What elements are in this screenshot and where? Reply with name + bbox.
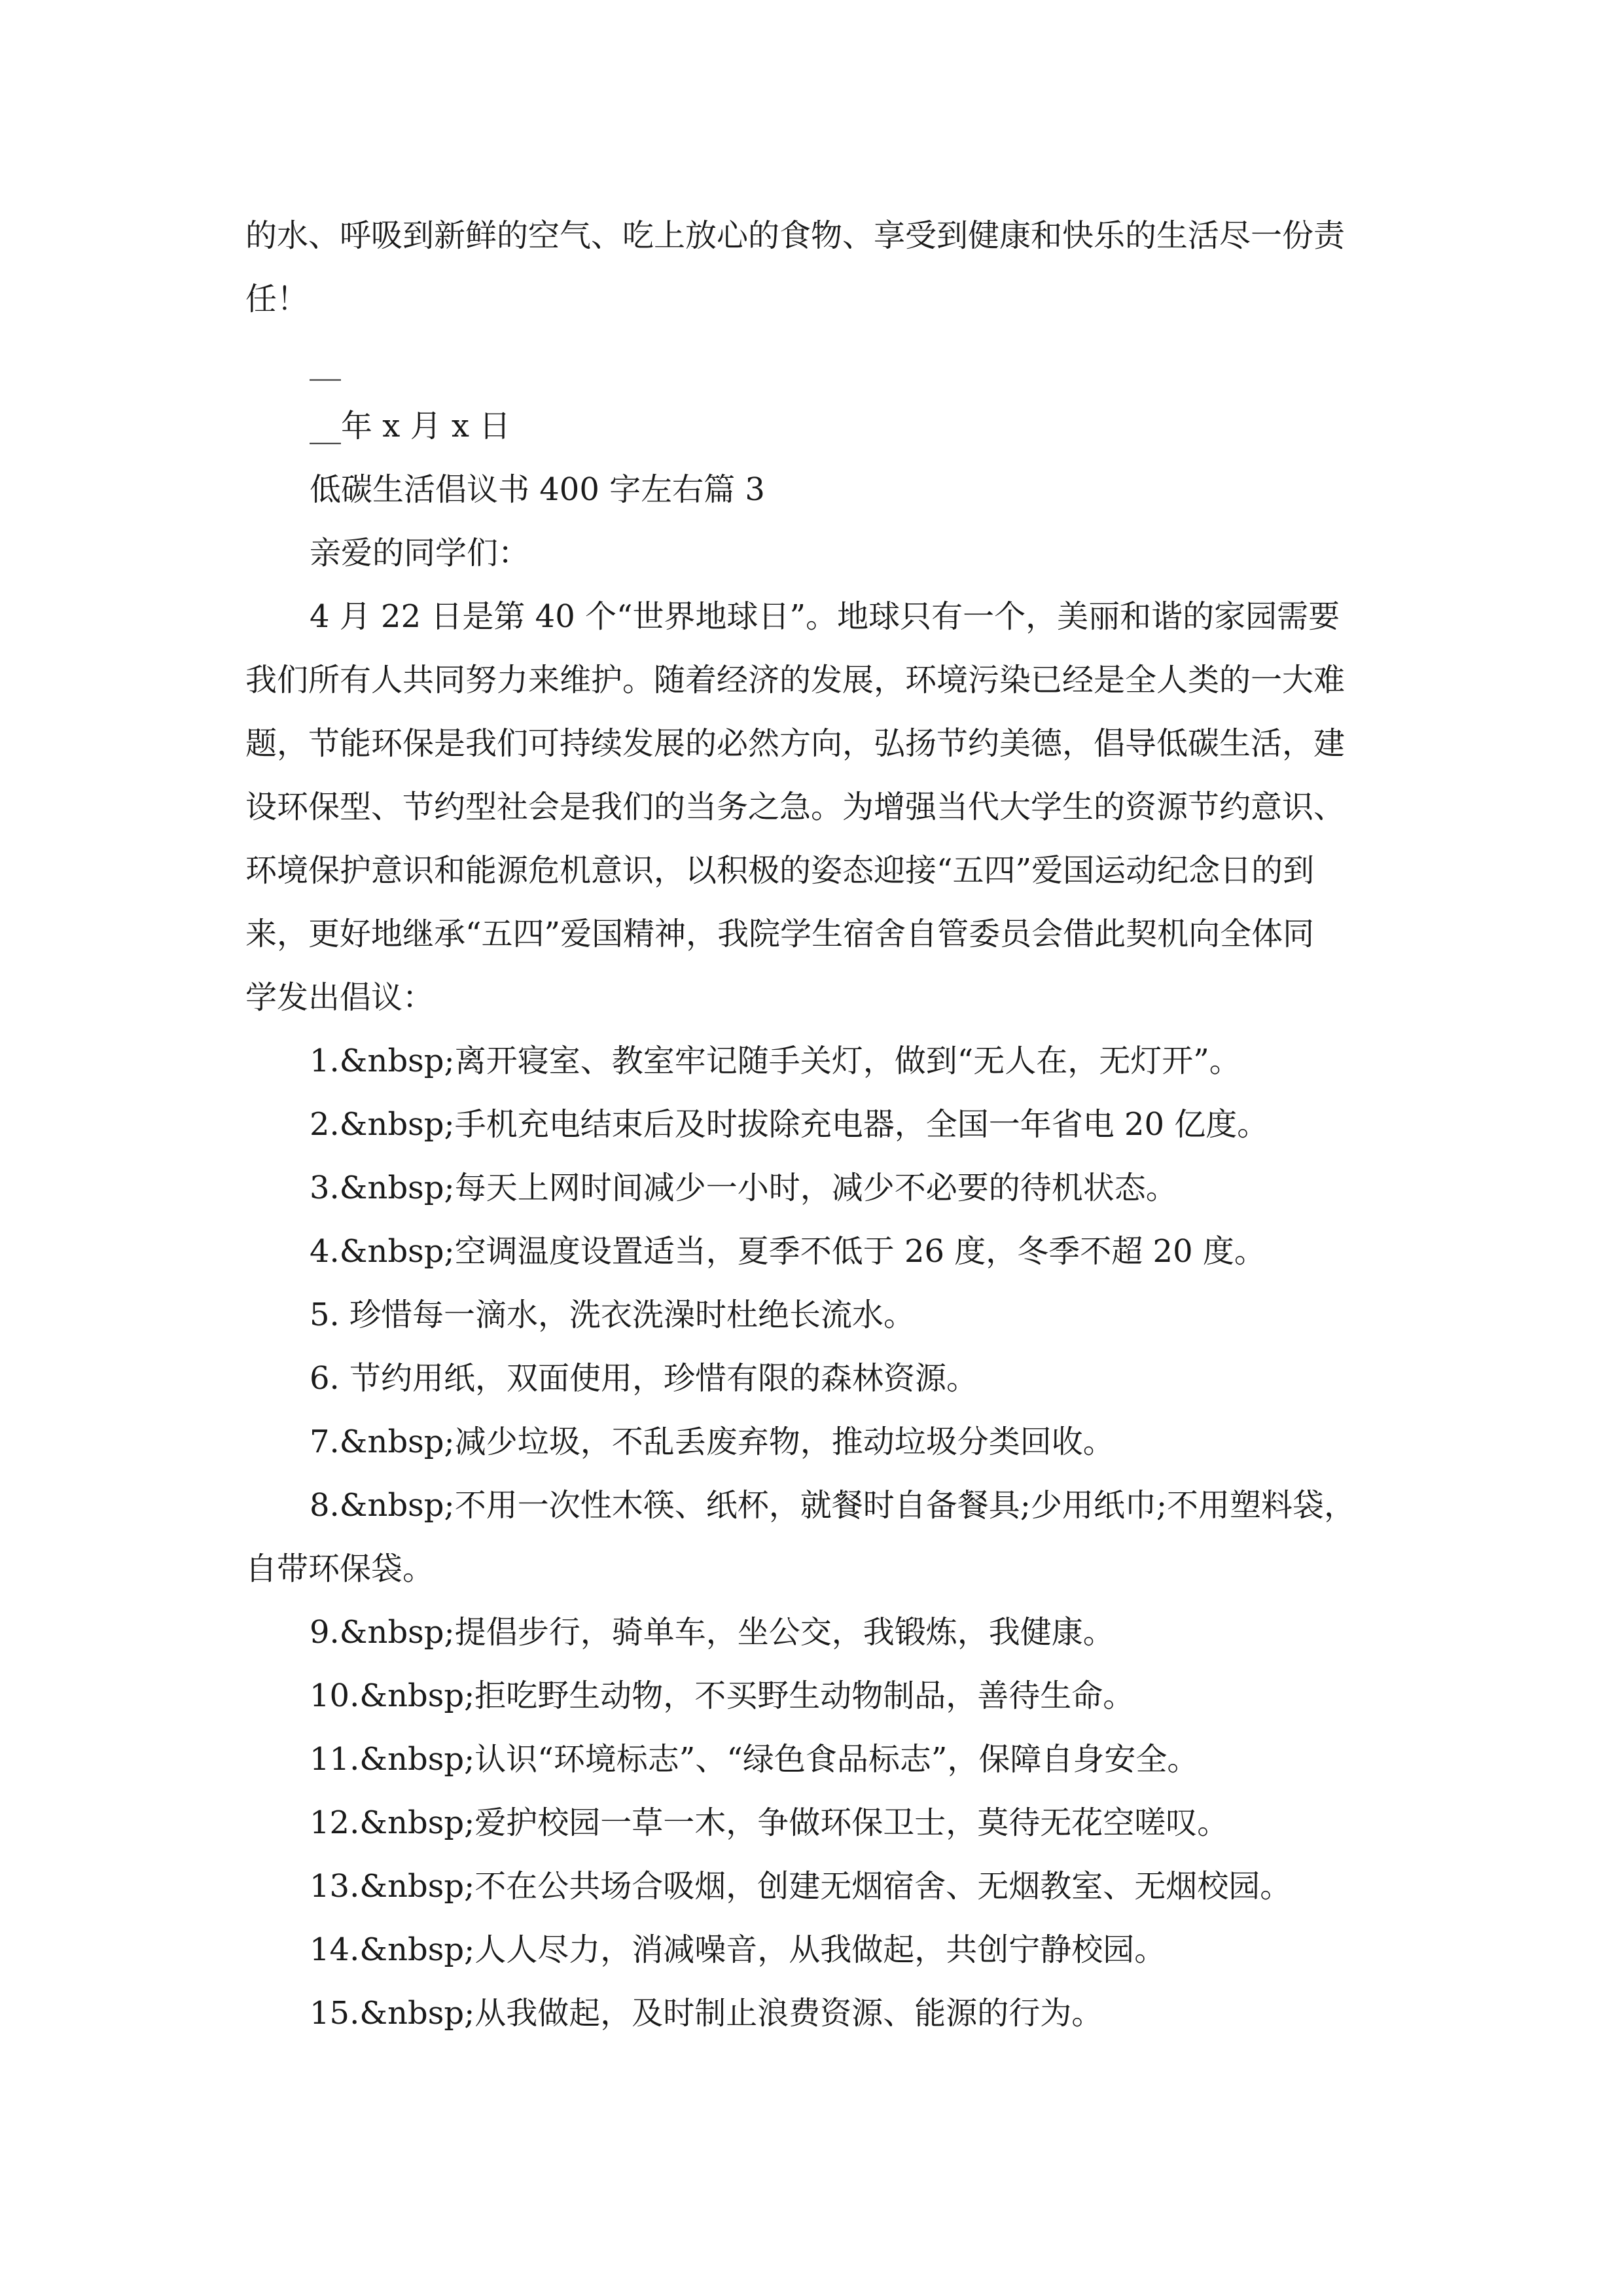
- document-body: [245, 204, 1381, 2045]
- document-line: __年 x 月 x 日: [310, 408, 511, 444]
- document-line: __: [310, 344, 341, 381]
- document-line: 3.&nbsp;每天上网时间减少一小时，减少不必要的待机状态。: [310, 1170, 1177, 1206]
- document-line: 学发出倡议：: [245, 979, 435, 1016]
- document-line: 6. 节约用纸，双面使用，珍惜有限的森林资源。: [310, 1360, 978, 1397]
- document-line: 任！: [245, 281, 309, 317]
- document-line: 10.&nbsp;拒吃野生动物，不买野生动物制品，善待生命。: [310, 1677, 1135, 1714]
- document-line: 12.&nbsp;爱护校园一草一木，争做环保卫士，莫待无花空嗟叹。: [310, 1804, 1229, 1841]
- document-line: 7.&nbsp;减少垃圾，不乱丢废弃物，推动垃圾分类回收。: [310, 1424, 1115, 1460]
- document-line: 题，节能环保是我们可持续发展的必然方向，弘扬节约美德，倡导低碳生活，建: [245, 725, 1346, 762]
- document-line: 设环保型、节约型社会是我们的当务之急。为增强当代大学生的资源节约意识、: [245, 789, 1346, 825]
- document-line: 1.&nbsp;离开寝室、教室牢记随手关灯，做到“无人在，无灯开”。: [310, 1043, 1241, 1079]
- document-line: 亲爱的同学们：: [310, 535, 530, 571]
- document-line: 8.&nbsp;不用一次性木筷、纸杯，就餐时自备餐具;少用纸巾;不用塑料袋，: [310, 1487, 1356, 1524]
- document-line: 环境保护意识和能源危机意识，以积极的姿态迎接“五四”爱国运动纪念日的到: [245, 852, 1315, 889]
- document-line: 自带环保袋。: [245, 1551, 435, 1587]
- document-line: 的水、呼吸到新鲜的空气、吃上放心的食物、享受到健康和快乐的生活尽一份责: [245, 217, 1346, 254]
- document-line: 14.&nbsp;人人尽力，消减噪音，从我做起，共创宁静校园。: [310, 1931, 1166, 1968]
- document-line: 13.&nbsp;不在公共场合吸烟，创建无烟宿舍、无烟教室、无烟校园。: [310, 1868, 1292, 1905]
- document-line: 4.&nbsp;空调温度设置适当，夏季不低于 26 度，冬季不超 20 度。: [310, 1233, 1266, 1270]
- document-line: 4 月 22 日是第 40 个“世界地球日”。地球只有一个，美丽和谐的家园需要: [310, 598, 1340, 635]
- document-line: 我们所有人共同努力来维护。随着经济的发展，环境污染已经是全人类的一大难: [245, 662, 1346, 698]
- document-line: 来，更好地继承“五四”爱国精神，我院学生宿舍自管委员会借此契机向全体同: [245, 916, 1315, 952]
- document-line: 5. 珍惜每一滴水，洗衣洗澡时杜绝长流水。: [310, 1297, 916, 1333]
- document-line: 9.&nbsp;提倡步行，骑单车，坐公交，我锻炼，我健康。: [310, 1614, 1115, 1651]
- document-line: 2.&nbsp;手机充电结束后及时拔除充电器，全国一年省电 20 亿度。: [310, 1106, 1269, 1143]
- document-line: 低碳生活倡议书 400 字左右篇 3: [310, 471, 765, 508]
- document-line: 15.&nbsp;从我做起，及时制止浪费资源、能源的行为。: [310, 1995, 1103, 2032]
- document-line: 11.&nbsp;认识“环境标志”、“绿色食品标志”，保障自身安全。: [310, 1741, 1199, 1778]
